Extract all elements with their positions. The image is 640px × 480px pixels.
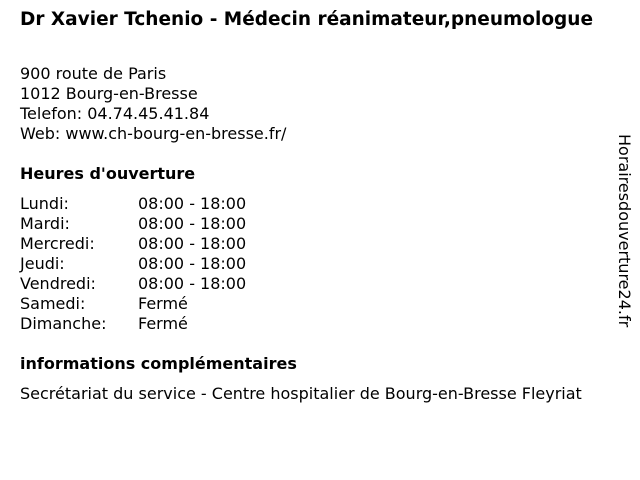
hours-time: Fermé	[138, 314, 188, 333]
hours-day: Lundi:	[20, 194, 69, 213]
hours-table	[20, 194, 246, 334]
hours-row	[20, 254, 246, 274]
hours-row	[20, 214, 246, 234]
hours-row	[20, 314, 246, 334]
hours-row	[20, 234, 246, 254]
hours-day: Dimanche:	[20, 314, 107, 333]
hours-day: Samedi:	[20, 294, 86, 313]
page-title: Dr Xavier Tchenio - Médecin réanimateur,pneumologue	[20, 9, 594, 30]
info-text: Secrétariat du service - Centre hospitalier de Bourg-en-Bresse Fleyriat	[20, 384, 582, 403]
street-address: 900 route de Paris	[20, 64, 167, 83]
hours-time: Fermé	[138, 294, 188, 313]
phone-number: Telefon: 04.74.45.41.84	[20, 104, 210, 123]
hours-row	[20, 194, 246, 214]
website-link[interactable]: Web: www.ch-bourg-en-bresse.fr/	[20, 124, 287, 143]
hours-time: 08:00 - 18:00	[138, 234, 247, 253]
hours-row	[20, 294, 246, 314]
hours-time: 08:00 - 18:00	[138, 254, 247, 273]
info-heading: informations complémentaires	[20, 354, 297, 373]
hours-day: Jeudi:	[20, 254, 65, 273]
hours-time: 08:00 - 18:00	[138, 214, 247, 233]
hours-time: 08:00 - 18:00	[138, 194, 247, 213]
hours-day: Mercredi:	[20, 234, 95, 253]
address-block	[20, 64, 286, 144]
hours-day: Vendredi:	[20, 274, 96, 293]
city-address: 1012 Bourg-en-Bresse	[20, 84, 198, 103]
hours-row	[20, 274, 246, 294]
watermark-text: Horairesdouverture24.fr	[615, 134, 634, 328]
hours-time: 08:00 - 18:00	[138, 274, 247, 293]
hours-heading: Heures d'ouverture	[20, 164, 196, 183]
hours-day: Mardi:	[20, 214, 70, 233]
